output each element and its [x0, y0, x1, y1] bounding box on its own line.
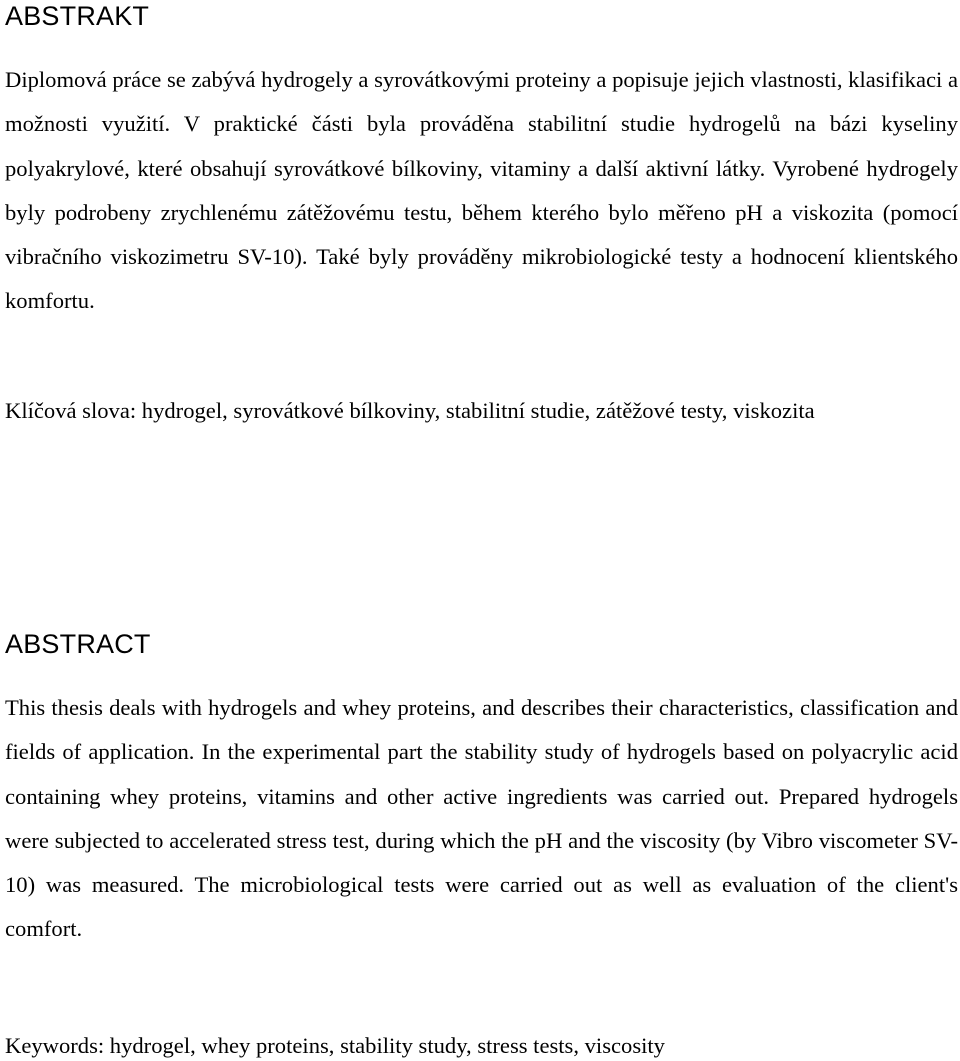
abstract-cz-body: Diplomová práce se zabývá hydrogely a syrovátkovými proteiny a popisuje jejich vlastnosti, klasifikaci a možnosti využití. V praktické části byla prováděna stabilitní studie hydrogelů na bázi kyseliny polyakrylové, které obsahují syrovátkové bílkoviny, vitaminy a další aktivní látky. Vyrobené hydrogely byly podrobeny zrychlenému zátěžovému testu, během kterého bylo měřeno pH a viskozita (pomocí vibračního viskozimetru SV-10). Také byly prováděny mikrobiologické testy a hodnocení klientského komfortu. — [5, 67, 958, 314]
abstract-cz-keywords: Klíčová slova: hydrogel, syrovátkové bílkoviny, stabilitní studie, zátěžové testy, viskozita — [5, 398, 815, 423]
abstract-cz-heading: ABSTRAKT — [5, 1, 150, 31]
abstract-en-body: This thesis deals with hydrogels and whey proteins, and describes their characteristics, classification and fields of application. In the experimental part the stability study of hydrogels based on polyacrylic acid containing whey proteins, vitamins and other active ingredients was carried out. Prepared hydrogels were subjected to accelerated stress test, during which the pH and the viscosity (by Vibro viscometer SV-10) was measured. The microbiological tests were carried out as well as evaluation of the client's comfort. — [5, 695, 958, 942]
abstract-en-keywords: Keywords: hydrogel, whey proteins, stability study, stress tests, viscosity — [5, 1033, 665, 1058]
abstract-en-heading: ABSTRACT — [5, 629, 151, 659]
